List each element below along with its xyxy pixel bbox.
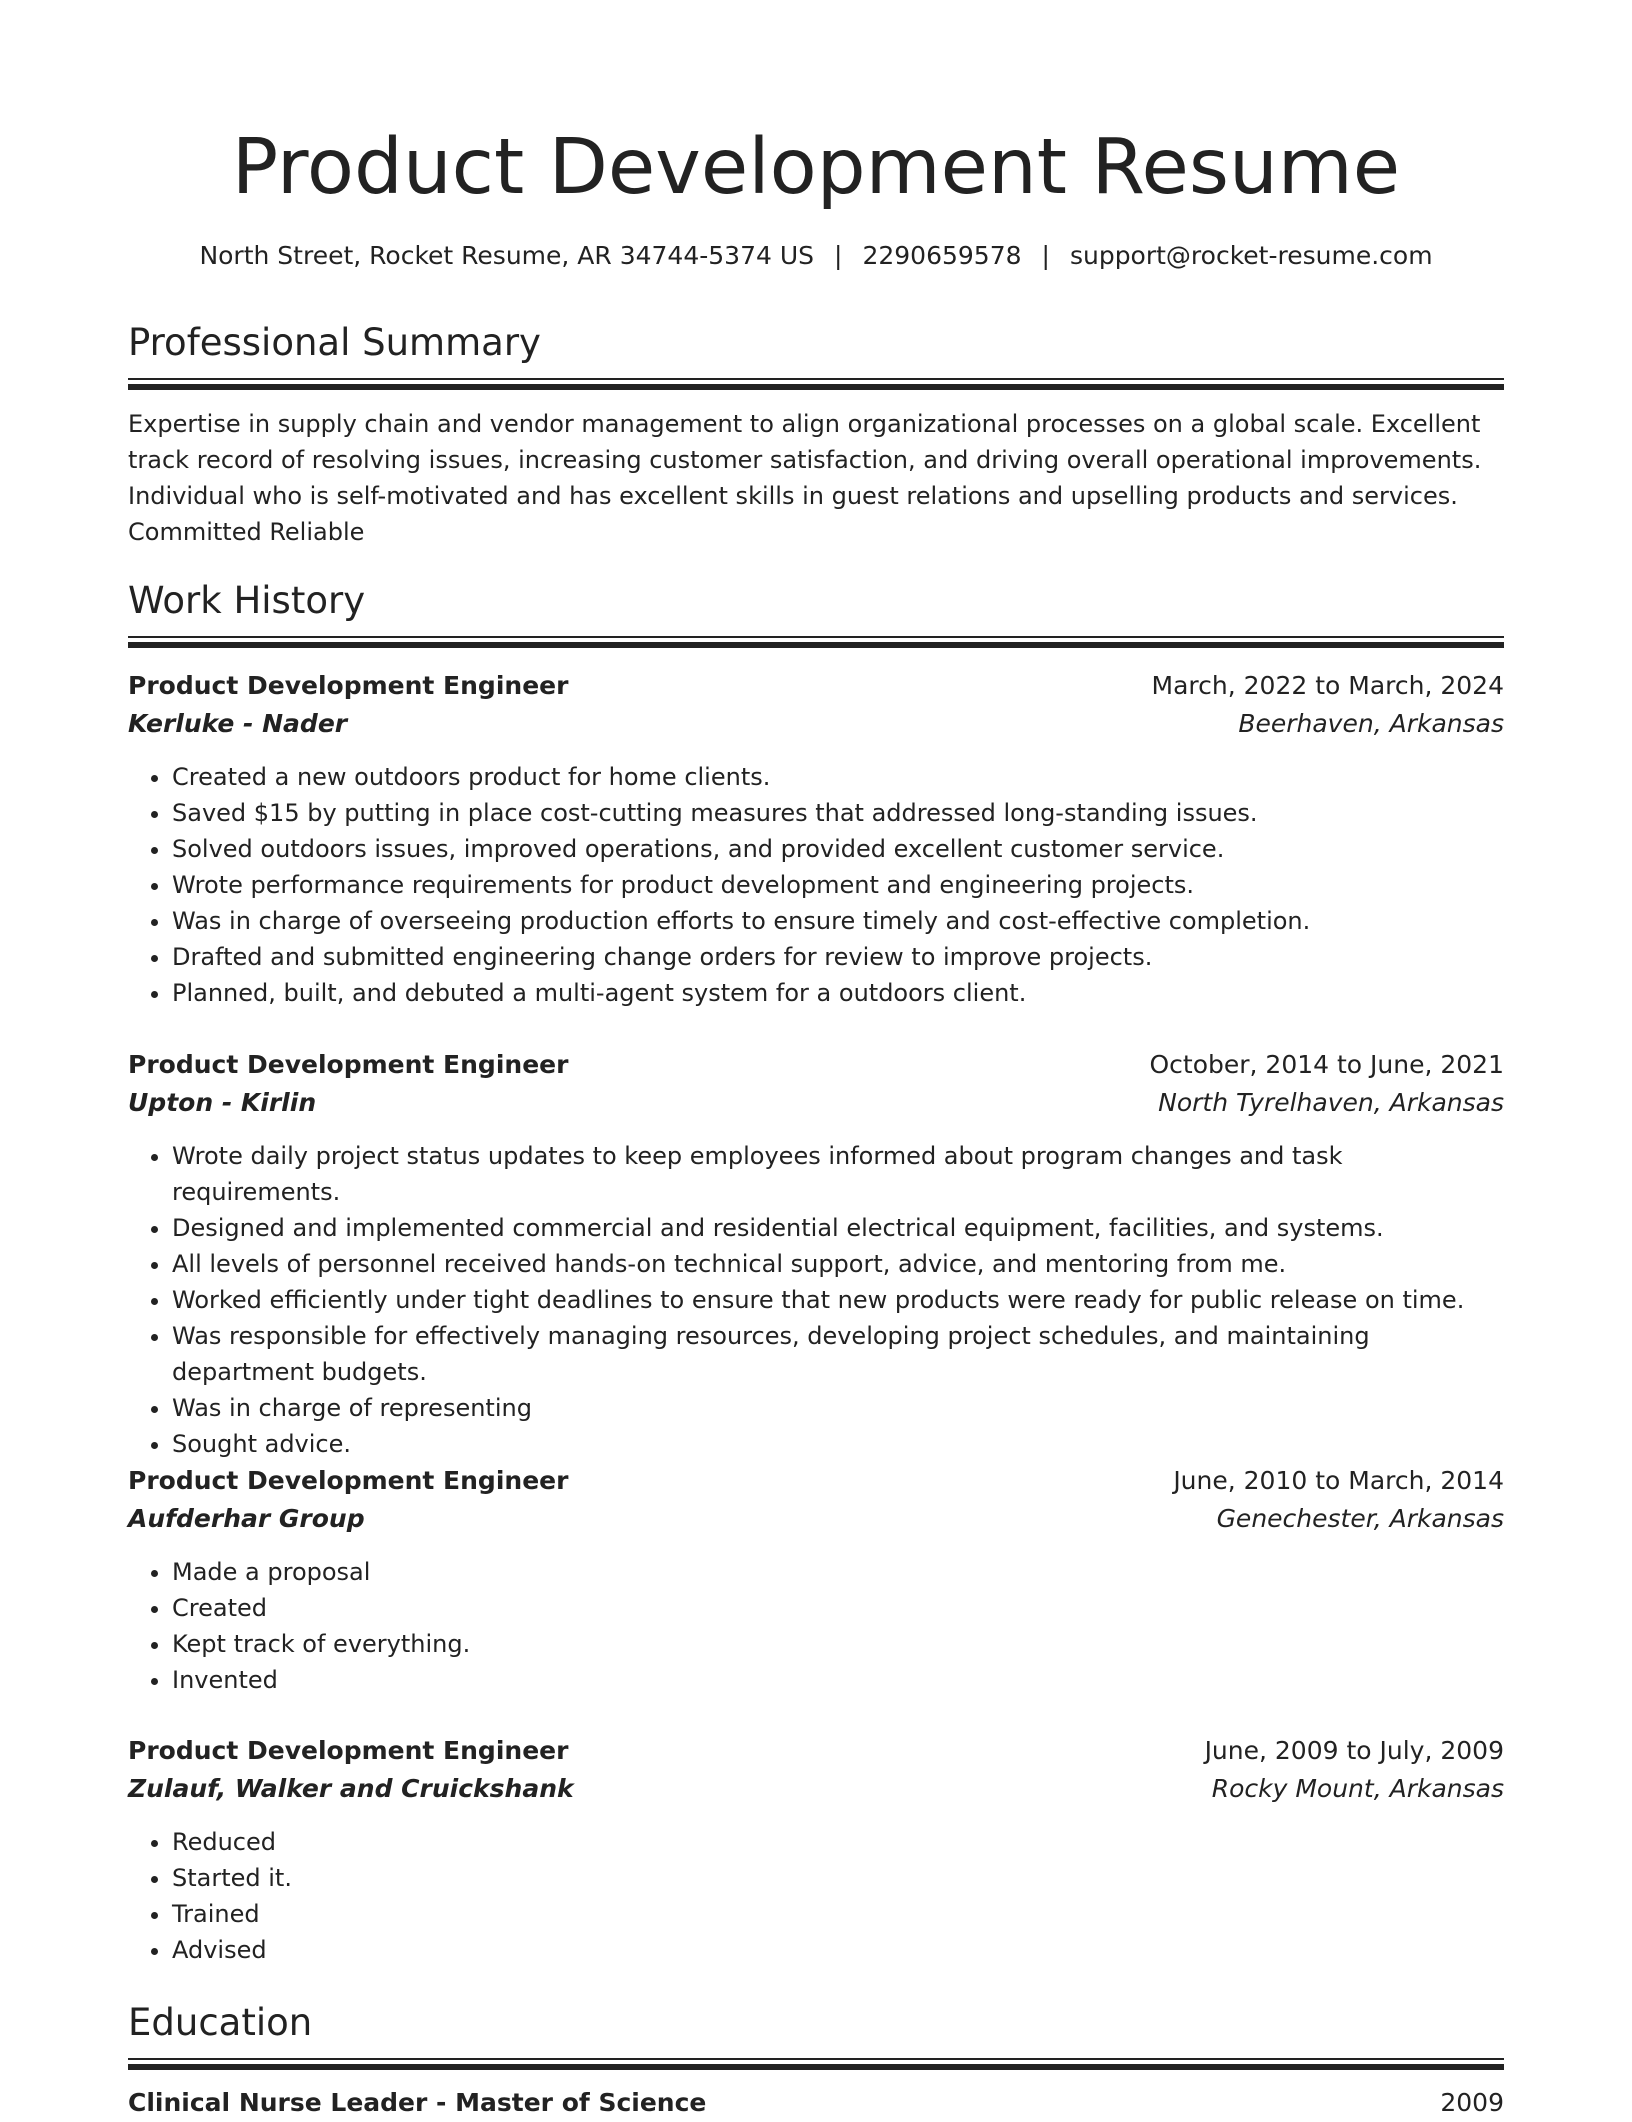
job-bullets <box>128 1138 1504 1462</box>
resume-title: Product Development Resume <box>231 123 1401 212</box>
job-dates: October, 2014 to June, 2021 <box>1149 1050 1504 1079</box>
section-divider <box>128 636 1504 648</box>
job-bullet: • Worked efficiently under tight deadlines to ensure that new products were ready for public release on time. <box>172 1282 1504 1318</box>
job-bullet: • Created a new outdoors product for home clients. <box>172 759 1504 795</box>
job-location: Beerhaven, Arkansas <box>1238 709 1504 738</box>
contact-separator: | <box>1041 241 1050 270</box>
job-bullet: • Created <box>172 1590 1504 1626</box>
job-bullet: • All levels of personnel received hands-on technical support, advice, and mentoring from me. <box>172 1246 1504 1282</box>
job-company: Aufderhar Group <box>128 1504 365 1533</box>
contact-email: support@rocket-resume.com <box>1069 241 1433 270</box>
job-bullet: • Saved $15 by putting in place cost-cutting measures that addressed long-standing issues. <box>172 795 1504 831</box>
job-entry <box>128 1046 1504 1462</box>
job-bullet: • Drafted and submitted engineering change orders for review to improve projects. <box>172 939 1504 975</box>
job-bullet: • Kept track of everything. <box>172 1626 1504 1662</box>
section-divider <box>128 378 1504 390</box>
education-year: 2009 <box>1440 2088 1504 2117</box>
job-bullet: • Was responsible for effectively managing resources, developing project schedules, and maintaining department budgets. <box>172 1318 1504 1390</box>
education-entry <box>128 2084 1504 2122</box>
job-bullet: • Trained <box>172 1896 1504 1932</box>
education-degree: Clinical Nurse Leader - Master of Science <box>128 2088 707 2117</box>
job-title: Product Development Engineer <box>128 1050 569 1079</box>
job-bullet: • Solved outdoors issues, improved operations, and provided excellent customer service. <box>172 831 1504 867</box>
job-bullet: • Wrote performance requirements for product development and engineering projects. <box>172 867 1504 903</box>
job-dates: June, 2010 to March, 2014 <box>1173 1466 1504 1495</box>
job-location: North Tyrelhaven, Arkansas <box>1158 1088 1504 1117</box>
job-title: Product Development Engineer <box>128 671 569 700</box>
job-dates: June, 2009 to July, 2009 <box>1204 1736 1504 1765</box>
summary-heading: Professional Summary <box>128 321 541 364</box>
contact-line <box>128 238 1504 274</box>
job-bullets <box>128 1554 1504 1698</box>
job-company: Kerluke - Nader <box>128 709 348 738</box>
job-bullet: • Reduced <box>172 1824 1504 1860</box>
job-bullet: • Designed and implemented commercial and residential electrical equipment, facilities, and systems. <box>172 1210 1504 1246</box>
job-bullet: • Invented <box>172 1662 1504 1698</box>
contact-address: North Street, Rocket Resume, AR 34744-5374 US <box>199 241 815 270</box>
job-dates: March, 2022 to March, 2024 <box>1151 671 1504 700</box>
job-bullet: • Started it. <box>172 1860 1504 1896</box>
contact-separator: | <box>834 241 843 270</box>
job-title: Product Development Engineer <box>128 1736 569 1765</box>
job-title: Product Development Engineer <box>128 1466 569 1495</box>
job-bullet: • Wrote daily project status updates to keep employees informed about program changes and task requirements. <box>172 1138 1504 1210</box>
summary-text: Expertise in supply chain and vendor management to align organizational processes on a global scale. Excellent track record of resolving issues, increasing customer satisfaction, and driving overall operational improvements. Individual who is self-motivated and has excellent skills in guest relations and upselling products and services. Committed Reliable <box>128 410 1482 546</box>
job-bullet: • Advised <box>172 1932 1504 1968</box>
job-bullet: • Made a proposal <box>172 1554 1504 1590</box>
job-entry <box>128 1462 1504 1698</box>
job-bullet: • Sought advice. <box>172 1426 1504 1462</box>
job-bullets <box>128 1824 1504 1968</box>
job-entry <box>128 1732 1504 1968</box>
job-bullets <box>128 759 1504 1011</box>
section-divider <box>128 2058 1504 2070</box>
job-location: Genechester, Arkansas <box>1216 1504 1504 1533</box>
education-heading: Education <box>128 2001 313 2044</box>
job-bullet: • Was in charge of overseeing production efforts to ensure timely and cost-effective completion. <box>172 903 1504 939</box>
job-company: Zulauf, Walker and Cruickshank <box>128 1774 574 1803</box>
job-company: Upton - Kirlin <box>128 1088 317 1117</box>
job-entry <box>128 667 1504 1011</box>
contact-phone: 2290659578 <box>862 241 1022 270</box>
work-history-heading: Work History <box>128 579 366 622</box>
job-bullet: • Planned, built, and debuted a multi-agent system for a outdoors client. <box>172 975 1504 1011</box>
job-bullet: • Was in charge of representing <box>172 1390 1504 1426</box>
job-location: Rocky Mount, Arkansas <box>1211 1774 1504 1803</box>
